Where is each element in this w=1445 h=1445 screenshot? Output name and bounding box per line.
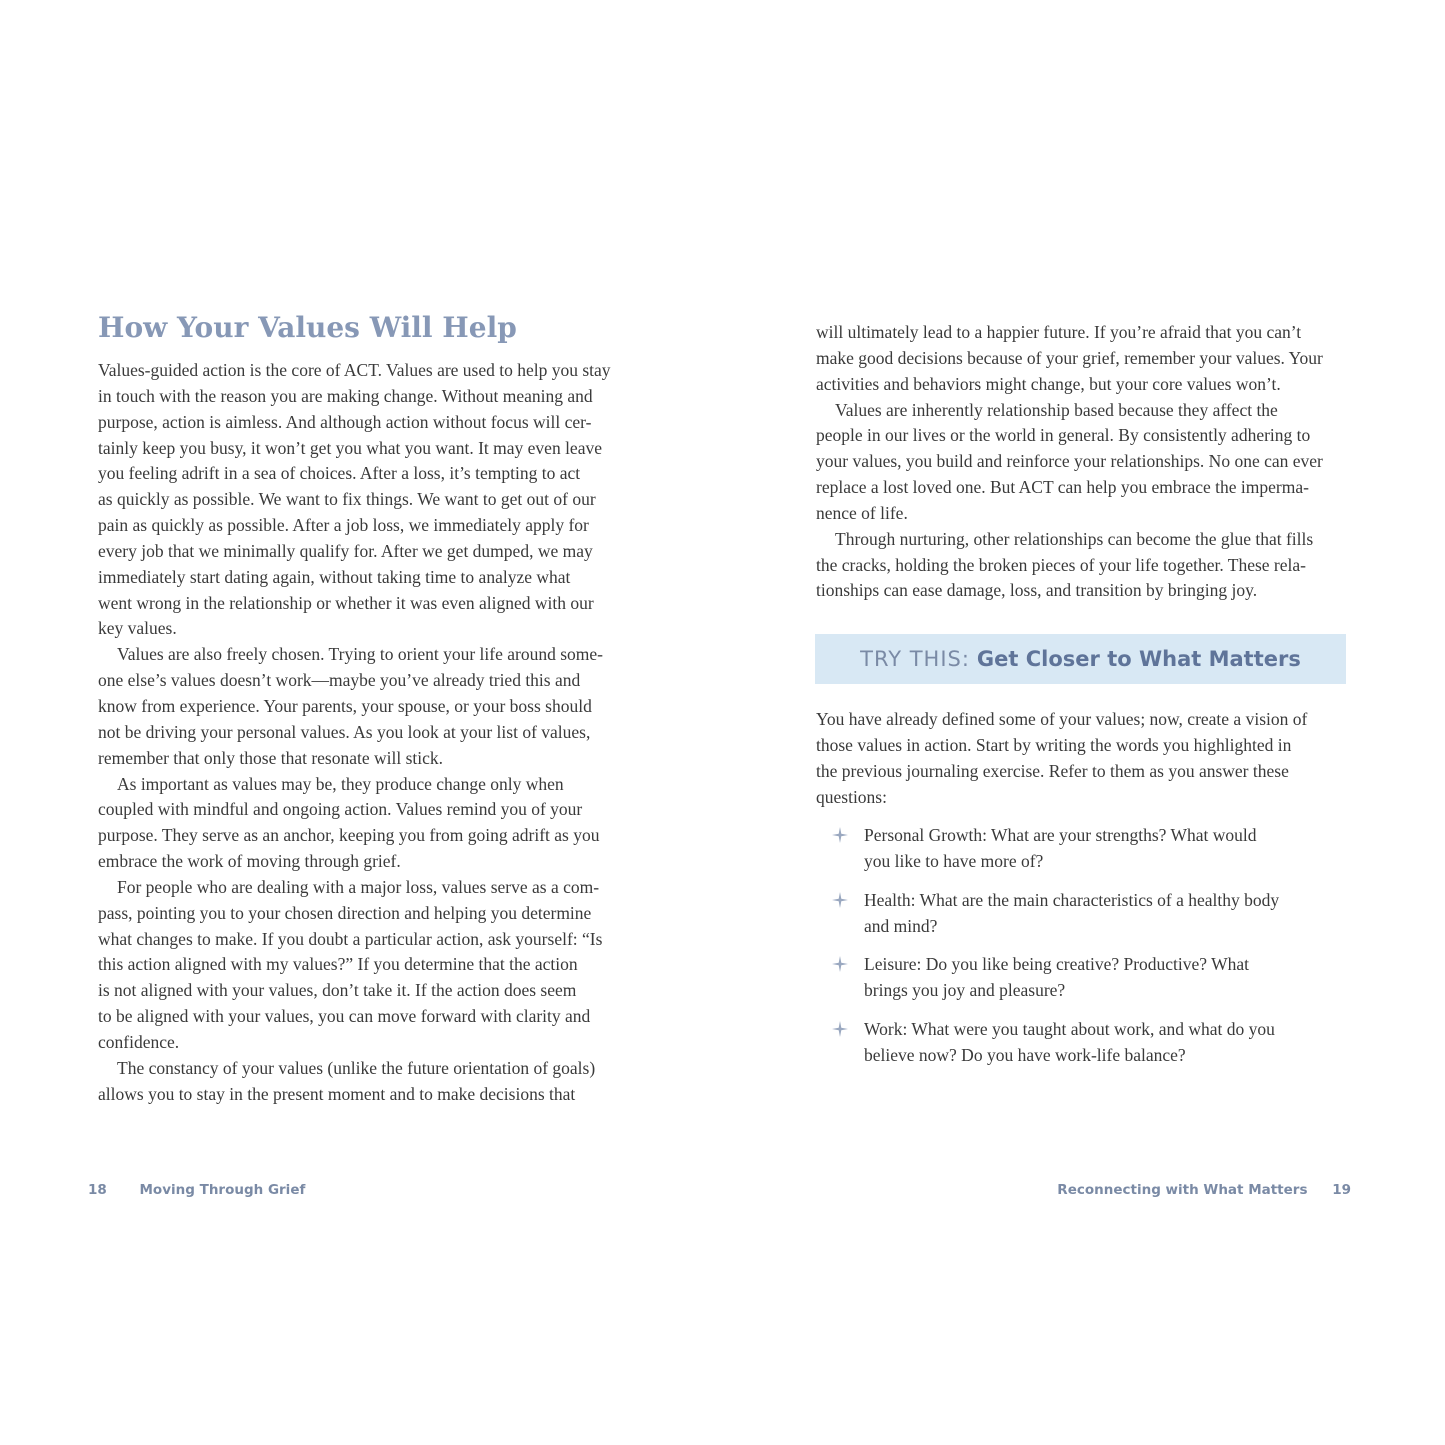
list-item (832, 1017, 1332, 1069)
body-line: questions: (816, 786, 887, 807)
list-item-text: Work: What were you taught about work, and what do you (864, 1019, 1275, 1040)
body-line: in touch with the reason you are making change. Without meaning and (98, 385, 593, 406)
four-point-star-icon (832, 892, 848, 908)
body-line: your values, you build and reinforce your relationships. No one can ever (816, 451, 1323, 472)
list-item-text: you like to have more of? (864, 850, 1044, 871)
right-body-text (816, 320, 1356, 604)
exercise-intro (816, 707, 1356, 810)
left-page (0, 0, 722, 1445)
four-point-star-icon (832, 1021, 848, 1037)
four-point-star-icon (832, 956, 848, 972)
body-line: to be aligned with your values, you can move forward with clarity and (98, 1006, 591, 1027)
body-line: tainly keep you busy, it won’t get you what you want. It may even leave (98, 437, 602, 458)
try-this-callout (815, 634, 1346, 684)
body-line: replace a lost loved one. But ACT can help you embrace the imperma- (816, 477, 1309, 498)
four-point-star-icon (832, 827, 848, 843)
body-line: embrace the work of moving through grief. (98, 851, 401, 872)
right-page (722, 0, 1445, 1445)
body-line: immediately start dating again, without taking time to analyze what (98, 566, 571, 587)
body-line: know from experience. Your parents, your spouse, or your boss should (98, 695, 592, 716)
running-title: Moving Through Grief (139, 1182, 306, 1198)
body-line: people in our lives or the world in general. By consistently adhering to (816, 425, 1311, 446)
body-line: coupled with mindful and ongoing action. Values remind you of your (98, 799, 583, 820)
section-heading: How Your Values Will Help (98, 311, 517, 344)
body-line: purpose, action is aimless. And although action without focus will cer- (98, 411, 592, 432)
body-line: Through nurturing, other relationships can become the glue that fills (835, 528, 1314, 549)
right-page-footer (1057, 1180, 1351, 1200)
list-item (832, 952, 1332, 1004)
body-line: remember that only those that resonate will stick. (98, 747, 444, 768)
page-number: 19 (1332, 1182, 1351, 1198)
left-body-text (98, 358, 638, 1107)
body-line: the previous journaling exercise. Refer to them as you answer these (816, 760, 1289, 781)
body-line: For people who are dealing with a major loss, values serve as a com- (117, 876, 600, 897)
list-item-text: brings you joy and pleasure? (864, 980, 1066, 1001)
body-line: confidence. (98, 1031, 180, 1052)
body-line: every job that we minimally qualify for. After we get dumped, we may (98, 540, 593, 561)
list-item-text: and mind? (864, 915, 938, 936)
body-line: will ultimately lead to a happier future. If you’re afraid that you can’t (816, 322, 1302, 342)
body-line: what changes to make. If you doubt a particular action, ask yourself: “Is (98, 928, 603, 949)
body-line: one else’s values doesn’t work—maybe you’ve already tried this and (98, 670, 581, 691)
left-page-footer (88, 1180, 305, 1200)
body-line: Values are also freely chosen. Trying to orient your life around some- (117, 644, 603, 665)
body-line: this action aligned with my values?” If you determine that the action (98, 954, 578, 975)
body-line: pass, pointing you to your chosen direction and helping you determine (98, 902, 592, 923)
body-line: purpose. They serve as an anchor, keeping you from going adrift as you (98, 825, 600, 846)
body-line: As important as values may be, they produce change only when (117, 773, 564, 794)
body-line: as quickly as possible. We want to fix things. We want to get out of our (98, 489, 596, 510)
body-line: you feeling adrift in a sea of choices. After a loss, it’s tempting to act (98, 463, 581, 484)
question-list (832, 823, 1332, 1082)
list-item-text: Personal Growth: What are your strengths? What would (864, 825, 1257, 845)
try-this-label: TRY THIS: (860, 647, 970, 671)
list-item-text: Leisure: Do you like being creative? Productive? What (864, 954, 1250, 975)
body-line: activities and behaviors might change, but your core values won’t. (816, 373, 1281, 394)
body-line: The constancy of your values (unlike the future orientation of goals) (117, 1057, 596, 1078)
list-item (832, 888, 1332, 940)
page-number: 18 (88, 1182, 107, 1198)
list-item-text: believe now? Do you have work-life balance? (864, 1044, 1186, 1065)
body-line: not be driving your personal values. As you look at your list of values, (98, 721, 591, 742)
try-this-title: Get Closer to What Matters (976, 647, 1301, 671)
body-line: Values-guided action is the core of ACT. Values are used to help you stay (98, 360, 611, 380)
body-line: make good decisions because of your grief, remember your values. Your (816, 347, 1323, 368)
body-line: nence of life. (816, 502, 908, 523)
body-line: pain as quickly as possible. After a job loss, we immediately apply for (98, 515, 589, 536)
body-line: You have already defined some of your values; now, create a vision of (816, 709, 1308, 729)
body-line: allows you to stay in the present moment and to make decisions that (98, 1083, 576, 1104)
body-line: went wrong in the relationship or whether it was even aligned with our (98, 592, 594, 613)
body-line: the cracks, holding the broken pieces of your life together. These rela- (816, 554, 1306, 575)
body-line: Values are inherently relationship based because they affect the (835, 399, 1278, 420)
body-line: tionships can ease damage, loss, and transition by bringing joy. (816, 580, 1258, 601)
body-line: key values. (98, 618, 177, 639)
running-title: Reconnecting with What Matters (1057, 1182, 1308, 1198)
list-item-text: Health: What are the main characteristics of a healthy body (864, 889, 1280, 910)
body-line: is not aligned with your values, don’t take it. If the action does seem (98, 980, 577, 1001)
body-line: those values in action. Start by writing the words you highlighted in (816, 734, 1292, 755)
list-item (832, 823, 1332, 875)
